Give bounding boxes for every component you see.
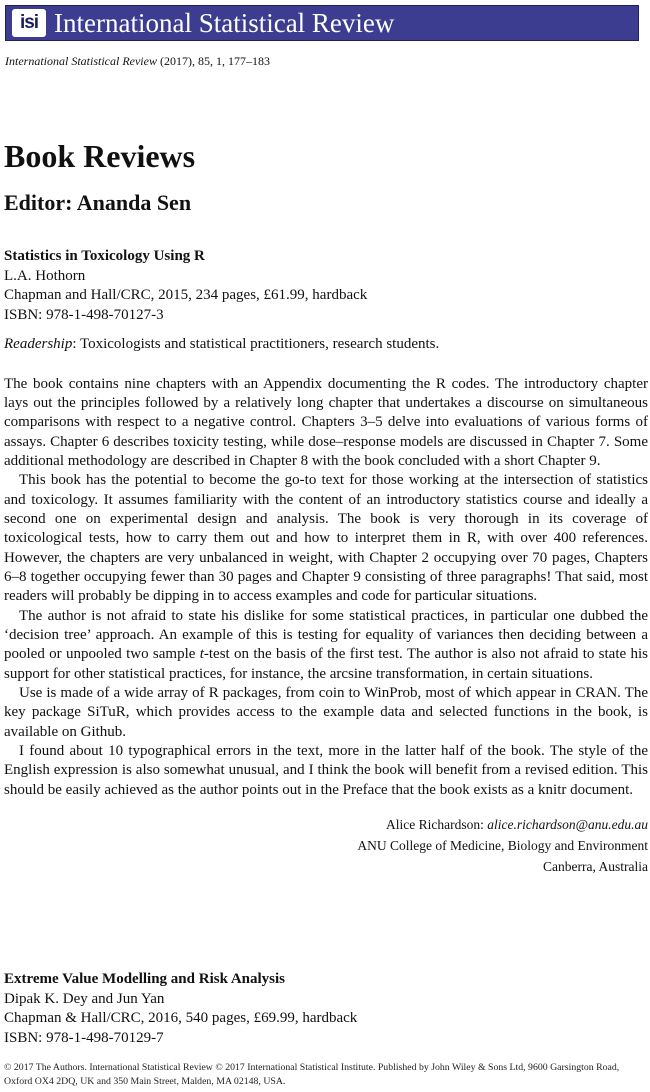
- reviewer-location: Canberra, Australia: [543, 859, 648, 875]
- reviewer-email: alice.richardson@anu.edu.au: [487, 817, 648, 833]
- review-body: [4, 375, 648, 801]
- review-paragraph: The book contains nine chapters with an Appendix documenting the R codes. The introductory chapter lays out the principles followed by a relatively long chapter that undertakes a discourse on simultaneous comparisons with respect to a negative control. Chapters 3–5 delve into evaluations of various forms of assays. Chapter 6 describes toxicity testing, while dose–response models are discussed in Chapter 7. Some additional methodology are described in Chapter 8 with the book concluded with a short Chapter 9.: [4, 375, 648, 469]
- reviewer-signature: [4, 814, 648, 877]
- readership-text: : Toxicologists and statistical practitioners, research students.: [72, 336, 440, 352]
- reviewer-affiliation: ANU College of Medicine, Biology and Environment: [357, 838, 648, 854]
- book-author: Dipak K. Dey and Jun Yan: [4, 990, 165, 1007]
- section-editor: Editor: Ananda Sen: [4, 190, 192, 215]
- citation-details: (2017), 85, 1, 177–183: [156, 54, 270, 68]
- book-title: Statistics in Toxicology Using R: [4, 248, 205, 264]
- review-extreme-value-modelling: [4, 970, 648, 1048]
- reviewer-name-line: [4, 814, 648, 835]
- section-title: Book Reviews: [4, 138, 196, 174]
- book-isbn: ISBN: 978-1-498-70127-3: [4, 306, 164, 323]
- paragraph-italic-t: t: [199, 646, 204, 663]
- review-statistics-in-toxicology: [4, 247, 648, 877]
- readership-label: Readership: [4, 336, 73, 352]
- citation-journal: International Statistical Review: [5, 54, 157, 68]
- readership: [4, 335, 648, 355]
- book-isbn: ISBN: 978-1-498-70129-7: [4, 1029, 164, 1046]
- citation-line: [5, 54, 270, 69]
- review-paragraph: I found about 10 typographical errors in the text, more in the latter half of the book. The style of the English expression is also somewhat unusual, and I think the book will benefit from a revised edition. This should be easily achieved as the author points out in the Preface that the book exists as a knitr document.: [4, 743, 648, 798]
- review-paragraph: This book has the potential to become the go-to text for those working at the intersection of statistics and toxicology. It assumes familiarity with the content of an introductory statistics course and ideally a second one on experimental design and analysis. The book is very thorough in its coverage of toxicological tests, how to carry them out and how to interpret them in R, with over 400 references. However, the chapters are very unbalanced in weight, with Chapter 2 occupying over 70 pages, Chapters 6–8 together occupying fewer than 30 pages and Chapter 9 consisting of three paragraphs! That said, most readers will probably be dipping in to access examples and code for particular situations.: [4, 472, 648, 605]
- isi-logo: isi: [12, 9, 46, 37]
- copyright-footer: © 2017 The Authors. International Statistical Review © 2017 International Statistical Institute. Published by John Wiley & Sons Ltd, 9600 Garsington Road, Oxford OX4 2DQ, UK and 350 Main Street, Malden, MA 02148, USA.: [4, 1062, 620, 1087]
- book-publisher: Chapman and Hall/CRC, 2015, 234 pages, £61.99, hardback: [4, 287, 368, 303]
- paragraph-text: -test on the basis of the first test. The author is also not afraid to state his support for other statistical practices, for instance, the arcsine transformation, in certain situations.: [4, 646, 648, 682]
- reviewer-name: Alice Richardson:: [385, 817, 488, 833]
- review-paragraph: Use is made of a wide array of R packages, from coin to WinProb, most of which appear in CRAN. The key package SiTuR, which provides access to the example data and selected functions in the book, is available on Github.: [4, 685, 648, 740]
- book-author: L.A. Hothorn: [4, 267, 86, 284]
- paragraph-text: The author is not afraid to state his dislike for some statistical practices, in particular one dubbed the ‘decision tree’ approach. An example of this is testing for equality of variances then deciding between a pooled or unpooled two sample: [4, 607, 648, 663]
- review-paragraph: [4, 607, 648, 684]
- journal-banner: [5, 5, 639, 41]
- journal-name: International Statistical Review: [54, 8, 395, 38]
- book-title: Extreme Value Modelling and Risk Analysis: [4, 971, 286, 987]
- book-publisher: Chapman & Hall/CRC, 2016, 540 pages, £69.99, hardback: [4, 1010, 358, 1026]
